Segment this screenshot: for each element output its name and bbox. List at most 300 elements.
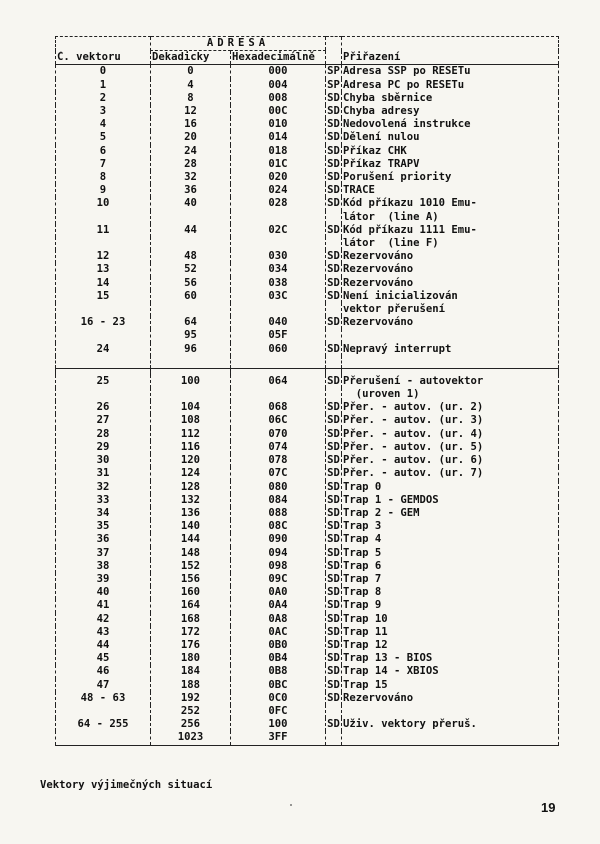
assignment-cell: Chyba adresy: [342, 105, 559, 118]
assignment-cell: Trap 10: [342, 613, 559, 626]
column-header-decimal: Dekadicky: [151, 51, 231, 65]
table-row: [56, 560, 559, 573]
table-row: [56, 731, 559, 745]
vector-number-cell: 43: [56, 626, 151, 639]
assignment-cell: [342, 705, 559, 718]
decimal-address-cell: 44: [151, 224, 231, 237]
table-row: [56, 343, 559, 356]
decimal-address-cell: 36: [151, 184, 231, 197]
hex-address-cell: 0B4: [231, 652, 326, 665]
assignment-cell: Trap 2 - GEM: [342, 507, 559, 520]
hex-address-cell: 0B8: [231, 665, 326, 678]
table-row: [56, 105, 559, 118]
decimal-address-cell: 176: [151, 639, 231, 652]
vector-number-cell: 9: [56, 184, 151, 197]
decimal-address-cell: 192: [151, 692, 231, 705]
decimal-address-cell: 4: [151, 79, 231, 92]
mode-cell: SD: [327, 184, 340, 197]
table-row: [56, 263, 559, 276]
mode-cell: SD: [327, 480, 340, 493]
vector-number-cell: 25: [56, 375, 151, 388]
decimal-address-cell: 52: [151, 263, 231, 276]
table-row: [56, 494, 559, 507]
hex-address-cell: 0A4: [231, 599, 326, 612]
decimal-address-cell: 172: [151, 626, 231, 639]
mode-cell: SD: [327, 691, 340, 704]
mode-cell: [326, 705, 342, 718]
assignment-cell: Trap 12: [342, 639, 559, 652]
mode-cell: SD: [327, 171, 340, 184]
assignment-cell: Přer. - autov. (ur. 7): [342, 467, 559, 480]
hex-address-cell: 08C: [231, 520, 326, 533]
hex-address-cell: 0B0: [231, 639, 326, 652]
assignment-cell: Trap 4: [342, 533, 559, 546]
section-separator: [56, 356, 559, 375]
hex-address-cell: 0C0: [231, 692, 326, 705]
hex-address-cell: 0BC: [231, 679, 326, 692]
hex-address-cell: 078: [231, 454, 326, 467]
mode-cell: SD: [327, 276, 340, 289]
hex-address-cell: 02C: [231, 224, 326, 237]
mode-cell: [326, 329, 342, 342]
decimal-address-cell: 136: [151, 507, 231, 520]
assignment-cell: Přer. - autov. (ur. 2): [342, 401, 559, 414]
mode-cell: SD: [327, 678, 340, 691]
assignment-cell: Příkaz TRAPV: [342, 158, 559, 171]
vector-number-cell: 3: [56, 105, 151, 118]
hex-address-cell: 03C: [231, 290, 326, 303]
decimal-address-cell: 100: [151, 375, 231, 388]
assignment-cell: Trap 6: [342, 560, 559, 573]
assignment-cell: Trap 13 - BIOS: [342, 652, 559, 665]
vector-number-cell: 6: [56, 145, 151, 158]
assignment-cell: Adresa PC po RESETu: [342, 79, 559, 92]
assignment-cell: Přer. - autov. (ur. 4): [342, 428, 559, 441]
hex-address-cell: 098: [231, 560, 326, 573]
hex-address-cell: 020: [231, 171, 326, 184]
mode-cell: [326, 303, 342, 316]
mode-cell: SD: [327, 467, 340, 480]
decimal-address-cell: 56: [151, 277, 231, 290]
column-header-vector: Č. vektoru: [56, 51, 151, 65]
decimal-address-cell: 124: [151, 467, 231, 480]
decimal-address-cell: [151, 211, 231, 224]
table-row: [56, 303, 559, 316]
decimal-address-cell: 96: [151, 343, 231, 356]
vector-number-cell: 10: [56, 197, 151, 210]
hex-address-cell: 024: [231, 184, 326, 197]
assignment-cell: Nepravý interrupt: [342, 343, 559, 356]
decimal-address-cell: 152: [151, 560, 231, 573]
table-row: [56, 467, 559, 480]
table-row: [56, 507, 559, 520]
assignment-cell: Přer. - autov. (ur. 5): [342, 441, 559, 454]
vector-number-cell: 42: [56, 613, 151, 626]
mode-cell: SD: [327, 533, 340, 546]
mode-cell: SD: [327, 652, 340, 665]
hex-address-cell: 0AC: [231, 626, 326, 639]
assignment-cell: [342, 329, 559, 342]
table-row: [56, 145, 559, 158]
table-row: [56, 197, 559, 210]
table-row: [56, 131, 559, 144]
decimal-address-cell: 32: [151, 171, 231, 184]
assignment-cell: Rezervováno: [342, 277, 559, 290]
mode-cell: SD: [327, 131, 340, 144]
hex-address-cell: 070: [231, 428, 326, 441]
table-header: [56, 37, 559, 65]
assignment-cell: Trap 8: [342, 586, 559, 599]
mode-cell: SD: [327, 586, 340, 599]
assignment-cell: Trap 11: [342, 626, 559, 639]
vector-number-cell: 46: [56, 665, 151, 678]
vector-number-cell: 13: [56, 263, 151, 276]
vector-number-cell: 15: [56, 290, 151, 303]
decimal-address-cell: 116: [151, 441, 231, 454]
header-blank: [56, 37, 151, 51]
table-row: [56, 428, 559, 441]
table-row: [56, 375, 559, 388]
mode-cell: SD: [327, 223, 340, 236]
vector-number-cell: 12: [56, 250, 151, 263]
vector-number-cell: 27: [56, 414, 151, 427]
vector-number-cell: 7: [56, 158, 151, 171]
table-row: [56, 665, 559, 678]
mode-cell: SD: [327, 612, 340, 625]
hex-address-cell: 060: [231, 343, 326, 356]
mode-cell: SD: [327, 105, 340, 118]
table-row: [56, 388, 559, 401]
hex-address-cell: 01C: [231, 158, 326, 171]
table-caption: Vektory výjimečných situací: [40, 779, 213, 791]
decimal-address-cell: 140: [151, 520, 231, 533]
assignment-cell: Trap 15: [342, 679, 559, 692]
decimal-address-cell: 16: [151, 118, 231, 131]
mode-cell: SD: [327, 454, 340, 467]
mode-cell: SD: [327, 197, 340, 210]
mode-cell: SD: [327, 440, 340, 453]
decimal-address-cell: 64: [151, 316, 231, 329]
assignment-cell: (uroven 1): [342, 388, 559, 401]
decimal-address-cell: 256: [151, 718, 231, 731]
assignment-cell: Trap 3: [342, 520, 559, 533]
vector-number-cell: 8: [56, 171, 151, 184]
table-row: [56, 533, 559, 546]
mode-cell: SD: [327, 665, 340, 678]
mode-cell: SD: [327, 546, 340, 559]
mode-cell: [326, 731, 342, 745]
mode-cell: SD: [327, 289, 340, 302]
header-blank: [326, 37, 342, 51]
decimal-address-cell: 188: [151, 679, 231, 692]
mode-cell: [326, 388, 342, 401]
vector-number-cell: 29: [56, 441, 151, 454]
table-row: [56, 250, 559, 263]
hex-address-cell: 068: [231, 401, 326, 414]
mode-cell: SD: [327, 401, 340, 414]
assignment-cell: Rezervováno: [342, 692, 559, 705]
mode-cell: SD: [327, 520, 340, 533]
hex-address-cell: 084: [231, 494, 326, 507]
mode-cell: SD: [327, 316, 340, 329]
vector-number-cell: 26: [56, 401, 151, 414]
mode-cell: SD: [327, 625, 340, 638]
vector-number-cell: 36: [56, 533, 151, 546]
assignment-cell: Kód příkazu 1111 Emu-: [342, 224, 559, 237]
table-section-1: [56, 65, 559, 356]
mode-cell: SD: [327, 559, 340, 572]
hex-address-cell: 100: [231, 718, 326, 731]
decimal-address-cell: 48: [151, 250, 231, 263]
hex-address-cell: 09C: [231, 573, 326, 586]
assignment-cell: Trap 9: [342, 599, 559, 612]
decimal-address-cell: [151, 237, 231, 250]
table-row: [56, 65, 559, 79]
decimal-address-cell: 60: [151, 290, 231, 303]
table-row: [56, 718, 559, 731]
assignment-cell: Adresa SSP po RESETu: [342, 65, 559, 79]
vector-number-cell: [56, 211, 151, 224]
table-row: [56, 573, 559, 586]
assignment-cell: látor (line F): [342, 237, 559, 250]
vector-number-cell: 38: [56, 560, 151, 573]
vector-number-cell: 24: [56, 343, 151, 356]
table-row: [56, 547, 559, 560]
table-row: [56, 290, 559, 303]
vector-number-cell: 1: [56, 79, 151, 92]
decimal-address-cell: 112: [151, 428, 231, 441]
vector-number-cell: [56, 705, 151, 718]
hex-address-cell: 3FF: [231, 731, 326, 745]
hex-address-cell: [231, 211, 326, 224]
table-row: [56, 613, 559, 626]
mode-cell: SD: [327, 342, 340, 355]
hex-address-cell: 080: [231, 481, 326, 494]
decimal-address-cell: 40: [151, 197, 231, 210]
assignment-cell: Rezervováno: [342, 250, 559, 263]
decimal-address-cell: 104: [151, 401, 231, 414]
decimal-address-cell: 144: [151, 533, 231, 546]
table-row: [56, 171, 559, 184]
vector-number-cell: 30: [56, 454, 151, 467]
assignment-cell: Dělení nulou: [342, 131, 559, 144]
hex-address-cell: 038: [231, 277, 326, 290]
vector-number-cell: 44: [56, 639, 151, 652]
table-row: [56, 441, 559, 454]
mode-cell: SD: [327, 572, 340, 585]
hex-address-cell: 090: [231, 533, 326, 546]
mode-cell: SD: [327, 599, 340, 612]
header-blank: [342, 37, 559, 51]
mode-cell: SD: [327, 427, 340, 440]
assignment-cell: Nedovolená instrukce: [342, 118, 559, 131]
print-speck: [290, 804, 292, 806]
table-row: [56, 626, 559, 639]
hex-address-cell: 028: [231, 197, 326, 210]
column-header-assignment: Přiřazení: [342, 51, 559, 65]
vector-number-cell: 5: [56, 131, 151, 144]
decimal-address-cell: 160: [151, 586, 231, 599]
hex-address-cell: 034: [231, 263, 326, 276]
vector-number-cell: 2: [56, 92, 151, 105]
decimal-address-cell: 132: [151, 494, 231, 507]
decimal-address-cell: 120: [151, 454, 231, 467]
assignment-cell: Přer. - autov. (ur. 3): [342, 414, 559, 427]
decimal-address-cell: 180: [151, 652, 231, 665]
column-header-hex: Hexadecimálně: [231, 51, 326, 65]
decimal-address-cell: 28: [151, 158, 231, 171]
vector-number-cell: 28: [56, 428, 151, 441]
hex-address-cell: 094: [231, 547, 326, 560]
hex-address-cell: 064: [231, 375, 326, 388]
assignment-cell: TRACE: [342, 184, 559, 197]
decimal-address-cell: [151, 388, 231, 401]
decimal-address-cell: 168: [151, 613, 231, 626]
decimal-address-cell: 156: [151, 573, 231, 586]
table-row: [56, 211, 559, 224]
decimal-address-cell: 148: [151, 547, 231, 560]
vector-number-cell: 35: [56, 520, 151, 533]
decimal-address-cell: 252: [151, 705, 231, 718]
assignment-cell: Rezervováno: [342, 263, 559, 276]
mode-cell: SD: [327, 506, 340, 519]
hex-address-cell: 018: [231, 145, 326, 158]
vector-number-cell: 33: [56, 494, 151, 507]
hex-address-cell: [231, 303, 326, 316]
table-row: [56, 158, 559, 171]
assignment-cell: Trap 5: [342, 547, 559, 560]
decimal-address-cell: 0: [151, 65, 231, 79]
mode-cell: [326, 237, 342, 250]
decimal-address-cell: 1023: [151, 731, 231, 745]
assignment-cell: Trap 7: [342, 573, 559, 586]
vector-number-cell: 41: [56, 599, 151, 612]
mode-cell: SD: [327, 414, 340, 427]
assignment-cell: Přer. - autov. (ur. 6): [342, 454, 559, 467]
hex-address-cell: 030: [231, 250, 326, 263]
mode-cell: SD: [327, 718, 340, 731]
table-row: [56, 520, 559, 533]
mode-cell: SD: [327, 638, 340, 651]
decimal-address-cell: 164: [151, 599, 231, 612]
hex-address-cell: 000: [231, 65, 326, 79]
hex-address-cell: 06C: [231, 414, 326, 427]
hex-address-cell: 07C: [231, 467, 326, 480]
mode-cell: [326, 211, 342, 224]
hex-address-cell: 0A8: [231, 613, 326, 626]
table-row: [56, 586, 559, 599]
hex-address-cell: 088: [231, 507, 326, 520]
exception-vector-table: [55, 36, 559, 746]
vector-number-cell: [56, 303, 151, 316]
mode-cell: SP: [327, 65, 340, 78]
decimal-address-cell: 128: [151, 481, 231, 494]
hex-address-cell: 0FC: [231, 705, 326, 718]
table-row: [56, 277, 559, 290]
decimal-address-cell: [151, 303, 231, 316]
assignment-cell: Chyba sběrnice: [342, 92, 559, 105]
hex-address-cell: 010: [231, 118, 326, 131]
vector-number-cell: 31: [56, 467, 151, 480]
table-row: [56, 329, 559, 342]
address-group-header: ADRESA: [151, 37, 326, 51]
assignment-cell: vektor přerušení: [342, 303, 559, 316]
hex-address-cell: 014: [231, 131, 326, 144]
mode-cell: SD: [327, 263, 340, 276]
vector-number-cell: [56, 731, 151, 745]
mode-cell: SD: [327, 91, 340, 104]
table-row: [56, 599, 559, 612]
table-row: [56, 401, 559, 414]
hex-address-cell: [231, 388, 326, 401]
table-row: [56, 481, 559, 494]
hex-address-cell: 05F: [231, 329, 326, 342]
assignment-cell: Trap 14 - XBIOS: [342, 665, 559, 678]
table-row: [56, 316, 559, 329]
mode-cell: SD: [327, 144, 340, 157]
table-row: [56, 118, 559, 131]
table-row: [56, 414, 559, 427]
assignment-cell: Rezervováno: [342, 316, 559, 329]
table-row: [56, 237, 559, 250]
vector-number-cell: [56, 329, 151, 342]
vector-number-cell: 47: [56, 679, 151, 692]
mode-cell: SD: [327, 374, 340, 387]
vector-number-cell: 34: [56, 507, 151, 520]
assignment-cell: [342, 731, 559, 745]
vector-number-cell: 40: [56, 586, 151, 599]
column-header-mode: [326, 51, 342, 65]
hex-address-cell: 0A0: [231, 586, 326, 599]
table-row: [56, 652, 559, 665]
mode-cell: SD: [327, 250, 340, 263]
table-row: [56, 692, 559, 705]
decimal-address-cell: 95: [151, 329, 231, 342]
table-row: [56, 184, 559, 197]
assignment-cell: Trap 1 - GEMDOS: [342, 494, 559, 507]
table-row: [56, 454, 559, 467]
hex-address-cell: 074: [231, 441, 326, 454]
table-row: [56, 639, 559, 652]
table-row: [56, 705, 559, 718]
hex-address-cell: 004: [231, 79, 326, 92]
decimal-address-cell: 8: [151, 92, 231, 105]
assignment-cell: Uživ. vektory přeruš.: [342, 718, 559, 731]
vector-number-cell: 37: [56, 547, 151, 560]
decimal-address-cell: 12: [151, 105, 231, 118]
assignment-cell: Příkaz CHK: [342, 145, 559, 158]
table-row: [56, 79, 559, 92]
vector-number-cell: 39: [56, 573, 151, 586]
assignment-cell: Porušení priority: [342, 171, 559, 184]
vector-number-cell: 14: [56, 277, 151, 290]
page-number: 19: [541, 800, 556, 815]
decimal-address-cell: 24: [151, 145, 231, 158]
table-row: [56, 92, 559, 105]
assignment-cell: Kód příkazu 1010 Emu-: [342, 197, 559, 210]
hex-address-cell: [231, 237, 326, 250]
hex-address-cell: 040: [231, 316, 326, 329]
table-row: [56, 224, 559, 237]
vector-number-cell: 32: [56, 481, 151, 494]
vector-number-cell: 0: [56, 65, 151, 79]
vector-number-cell: 4: [56, 118, 151, 131]
mode-cell: SD: [327, 493, 340, 506]
vector-number-cell: 11: [56, 224, 151, 237]
assignment-cell: Trap 0: [342, 481, 559, 494]
mode-cell: SP: [327, 78, 340, 91]
vector-number-cell: 45: [56, 652, 151, 665]
